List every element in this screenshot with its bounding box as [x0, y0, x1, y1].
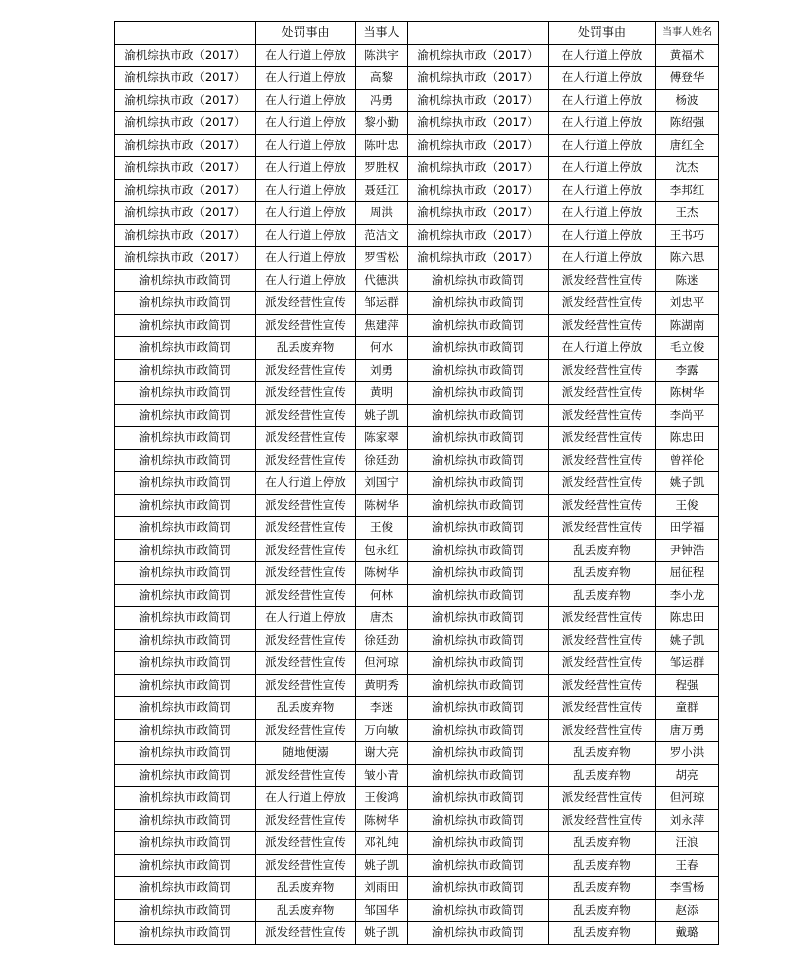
cell-doc-number-right: 渝机综执市政简罚 [408, 742, 549, 765]
cell-reason-left: 派发经营性宣传 [256, 359, 356, 382]
cell-party-right: 尹钟浩 [656, 539, 719, 562]
cell-reason-left: 派发经营性宣传 [256, 314, 356, 337]
cell-party-right: 陈忠田 [656, 427, 719, 450]
cell-party-right: 沈杰 [656, 157, 719, 180]
table-row [115, 562, 719, 585]
cell-party-left: 李迷 [356, 697, 408, 720]
cell-party-right: 陈六思 [656, 247, 719, 270]
cell-party-right: 屈征程 [656, 562, 719, 585]
table-row [115, 899, 719, 922]
cell-doc-number-left: 渝机综执市政简罚 [115, 899, 256, 922]
cell-doc-number-left: 渝机综执市政简罚 [115, 607, 256, 630]
cell-reason-left: 派发经营性宣传 [256, 449, 356, 472]
cell-doc-number-left: 渝机综执市政简罚 [115, 719, 256, 742]
cell-doc-number-right: 渝机综执市政简罚 [408, 697, 549, 720]
cell-reason-right: 派发经营性宣传 [549, 472, 656, 495]
cell-party-left: 何水 [356, 337, 408, 360]
cell-reason-right: 派发经营性宣传 [549, 494, 656, 517]
cell-reason-right: 乱丢废弃物 [549, 899, 656, 922]
table-row [115, 269, 719, 292]
cell-party-left: 王俊 [356, 517, 408, 540]
cell-doc-number-right: 渝机综执市政简罚 [408, 449, 549, 472]
cell-doc-number-right: 渝机综执市政简罚 [408, 877, 549, 900]
cell-doc-number-right: 渝机综执市政（2017） [408, 112, 549, 135]
cell-party-right: 曾祥伦 [656, 449, 719, 472]
cell-doc-number-left: 渝机综执市政简罚 [115, 764, 256, 787]
cell-party-right: 唐红全 [656, 134, 719, 157]
table-row [115, 719, 719, 742]
cell-reason-right: 派发经营性宣传 [549, 607, 656, 630]
cell-reason-right: 派发经营性宣传 [549, 314, 656, 337]
table-row [115, 922, 719, 945]
cell-doc-number-right: 渝机综执市政简罚 [408, 472, 549, 495]
cell-party-right: 王俊 [656, 494, 719, 517]
cell-party-left: 黎小勤 [356, 112, 408, 135]
cell-party-left: 刘勇 [356, 359, 408, 382]
cell-party-left: 焦建萍 [356, 314, 408, 337]
table-row [115, 809, 719, 832]
cell-doc-number-left: 渝机综执市政（2017） [115, 247, 256, 270]
cell-doc-number-right: 渝机综执市政简罚 [408, 382, 549, 405]
cell-doc-number-left: 渝机综执市政简罚 [115, 674, 256, 697]
cell-reason-left: 派发经营性宣传 [256, 674, 356, 697]
cell-reason-right: 派发经营性宣传 [549, 404, 656, 427]
cell-reason-left: 在人行道上停放 [256, 224, 356, 247]
cell-reason-right: 派发经营性宣传 [549, 292, 656, 315]
cell-doc-number-right: 渝机综执市政（2017） [408, 247, 549, 270]
cell-doc-number-left: 渝机综执市政简罚 [115, 832, 256, 855]
cell-party-right: 傅登华 [656, 67, 719, 90]
cell-doc-number-right: 渝机综执市政简罚 [408, 719, 549, 742]
table-row [115, 134, 719, 157]
cell-reason-left: 派发经营性宣传 [256, 584, 356, 607]
table-row [115, 854, 719, 877]
cell-reason-left: 在人行道上停放 [256, 247, 356, 270]
cell-doc-number-left: 渝机综执市政简罚 [115, 472, 256, 495]
table-row [115, 764, 719, 787]
cell-reason-left: 在人行道上停放 [256, 202, 356, 225]
cell-reason-right: 派发经营性宣传 [549, 697, 656, 720]
header-cell-party-left: 当事人 [356, 22, 408, 45]
cell-reason-right: 在人行道上停放 [549, 247, 656, 270]
cell-party-left: 范洁文 [356, 224, 408, 247]
header-cell-party-name-right: 当事人姓名 [656, 22, 719, 45]
cell-doc-number-left: 渝机综执市政简罚 [115, 652, 256, 675]
cell-doc-number-right: 渝机综执市政简罚 [408, 899, 549, 922]
table-row [115, 472, 719, 495]
table-row [115, 292, 719, 315]
cell-party-left: 陈树华 [356, 494, 408, 517]
cell-reason-left: 在人行道上停放 [256, 44, 356, 67]
cell-party-left: 刘国宁 [356, 472, 408, 495]
cell-doc-number-left: 渝机综执市政简罚 [115, 517, 256, 540]
cell-reason-right: 派发经营性宣传 [549, 382, 656, 405]
table-row [115, 224, 719, 247]
cell-doc-number-right: 渝机综执市政（2017） [408, 202, 549, 225]
cell-reason-left: 在人行道上停放 [256, 472, 356, 495]
cell-doc-number-right: 渝机综执市政简罚 [408, 337, 549, 360]
cell-doc-number-left: 渝机综执市政简罚 [115, 854, 256, 877]
cell-doc-number-left: 渝机综执市政（2017） [115, 112, 256, 135]
cell-doc-number-right: 渝机综执市政简罚 [408, 494, 549, 517]
cell-reason-left: 派发经营性宣传 [256, 517, 356, 540]
cell-reason-left: 派发经营性宣传 [256, 292, 356, 315]
cell-doc-number-left: 渝机综执市政简罚 [115, 922, 256, 945]
header-row [115, 22, 719, 45]
cell-reason-right: 在人行道上停放 [549, 134, 656, 157]
cell-reason-left: 在人行道上停放 [256, 179, 356, 202]
table-row [115, 337, 719, 360]
cell-doc-number-left: 渝机综执市政简罚 [115, 427, 256, 450]
cell-doc-number-left: 渝机综执市政简罚 [115, 292, 256, 315]
cell-party-left: 聂廷江 [356, 179, 408, 202]
cell-reason-right: 在人行道上停放 [549, 89, 656, 112]
cell-reason-right: 乱丢废弃物 [549, 854, 656, 877]
cell-doc-number-left: 渝机综执市政简罚 [115, 359, 256, 382]
cell-doc-number-right: 渝机综执市政（2017） [408, 224, 549, 247]
cell-party-left: 邹运群 [356, 292, 408, 315]
cell-doc-number-left: 渝机综执市政（2017） [115, 89, 256, 112]
cell-reason-right: 派发经营性宣传 [549, 809, 656, 832]
cell-reason-right: 乱丢废弃物 [549, 539, 656, 562]
cell-party-right: 刘忠平 [656, 292, 719, 315]
cell-party-left: 但河琼 [356, 652, 408, 675]
cell-doc-number-right: 渝机综执市政简罚 [408, 314, 549, 337]
cell-doc-number-left: 渝机综执市政简罚 [115, 494, 256, 517]
cell-party-left: 包永红 [356, 539, 408, 562]
cell-party-left: 黄明秀 [356, 674, 408, 697]
cell-reason-left: 乱丢废弃物 [256, 337, 356, 360]
cell-party-right: 赵添 [656, 899, 719, 922]
cell-party-left: 何林 [356, 584, 408, 607]
cell-reason-left: 在人行道上停放 [256, 67, 356, 90]
cell-party-left: 王俊鸿 [356, 787, 408, 810]
cell-reason-right: 乱丢废弃物 [549, 877, 656, 900]
cell-reason-left: 派发经营性宣传 [256, 809, 356, 832]
cell-reason-right: 派发经营性宣传 [549, 787, 656, 810]
table-row [115, 202, 719, 225]
cell-party-right: 王杰 [656, 202, 719, 225]
cell-party-right: 李小龙 [656, 584, 719, 607]
table-row [115, 112, 719, 135]
cell-reason-right: 派发经营性宣传 [549, 427, 656, 450]
penalty-table-container [114, 21, 719, 945]
cell-reason-left: 在人行道上停放 [256, 787, 356, 810]
cell-doc-number-right: 渝机综执市政简罚 [408, 922, 549, 945]
cell-party-left: 姚子凯 [356, 404, 408, 427]
cell-party-left: 黄明 [356, 382, 408, 405]
cell-reason-left: 在人行道上停放 [256, 269, 356, 292]
table-body [115, 44, 719, 944]
cell-party-left: 邓礼纯 [356, 832, 408, 855]
cell-reason-right: 派发经营性宣传 [549, 719, 656, 742]
table-row [115, 742, 719, 765]
cell-doc-number-left: 渝机综执市政简罚 [115, 787, 256, 810]
cell-doc-number-left: 渝机综执市政简罚 [115, 337, 256, 360]
cell-doc-number-left: 渝机综执市政简罚 [115, 314, 256, 337]
table-row [115, 157, 719, 180]
cell-doc-number-left: 渝机综执市政（2017） [115, 224, 256, 247]
cell-doc-number-right: 渝机综执市政（2017） [408, 134, 549, 157]
cell-doc-number-left: 渝机综执市政简罚 [115, 562, 256, 585]
cell-party-right: 但河琼 [656, 787, 719, 810]
cell-doc-number-left: 渝机综执市政（2017） [115, 44, 256, 67]
cell-doc-number-right: 渝机综执市政简罚 [408, 359, 549, 382]
table-row [115, 877, 719, 900]
table-row [115, 697, 719, 720]
cell-reason-right: 在人行道上停放 [549, 157, 656, 180]
cell-reason-left: 乱丢废弃物 [256, 697, 356, 720]
cell-party-left: 陈洪宇 [356, 44, 408, 67]
cell-doc-number-right: 渝机综执市政简罚 [408, 787, 549, 810]
table-row [115, 539, 719, 562]
table-row [115, 427, 719, 450]
cell-party-left: 高黎 [356, 67, 408, 90]
cell-doc-number-right: 渝机综执市政简罚 [408, 404, 549, 427]
cell-doc-number-right: 渝机综执市政简罚 [408, 269, 549, 292]
cell-party-left: 姚子凯 [356, 922, 408, 945]
table-row [115, 494, 719, 517]
cell-reason-right: 乱丢废弃物 [549, 764, 656, 787]
cell-doc-number-right: 渝机综执市政（2017） [408, 179, 549, 202]
cell-doc-number-right: 渝机综执市政（2017） [408, 44, 549, 67]
cell-reason-right: 在人行道上停放 [549, 224, 656, 247]
cell-reason-right: 乱丢废弃物 [549, 742, 656, 765]
table-row [115, 404, 719, 427]
cell-reason-right: 乱丢废弃物 [549, 562, 656, 585]
cell-reason-right: 派发经营性宣传 [549, 629, 656, 652]
cell-reason-left: 派发经营性宣传 [256, 832, 356, 855]
cell-party-left: 邹国华 [356, 899, 408, 922]
cell-party-left: 徐廷劲 [356, 449, 408, 472]
cell-party-left: 姚子凯 [356, 854, 408, 877]
cell-party-right: 罗小洪 [656, 742, 719, 765]
cell-reason-left: 派发经营性宣传 [256, 427, 356, 450]
cell-reason-left: 在人行道上停放 [256, 157, 356, 180]
cell-doc-number-left: 渝机综执市政简罚 [115, 742, 256, 765]
table-row [115, 359, 719, 382]
cell-party-right: 毛立俊 [656, 337, 719, 360]
table-row [115, 517, 719, 540]
cell-doc-number-right: 渝机综执市政（2017） [408, 67, 549, 90]
cell-doc-number-right: 渝机综执市政简罚 [408, 652, 549, 675]
cell-doc-number-right: 渝机综执市政简罚 [408, 629, 549, 652]
cell-reason-left: 派发经营性宣传 [256, 922, 356, 945]
cell-reason-right: 派发经营性宣传 [549, 517, 656, 540]
cell-reason-left: 派发经营性宣传 [256, 539, 356, 562]
table-row [115, 832, 719, 855]
penalty-table [114, 21, 719, 945]
cell-party-right: 程强 [656, 674, 719, 697]
table-row [115, 314, 719, 337]
table-row [115, 449, 719, 472]
cell-doc-number-left: 渝机综执市政简罚 [115, 539, 256, 562]
cell-party-right: 汪浪 [656, 832, 719, 855]
cell-reason-right: 乱丢废弃物 [549, 832, 656, 855]
cell-party-right: 胡亮 [656, 764, 719, 787]
cell-party-right: 陈湖南 [656, 314, 719, 337]
cell-doc-number-left: 渝机综执市政简罚 [115, 629, 256, 652]
header-cell-doc-left [115, 22, 256, 45]
cell-doc-number-left: 渝机综执市政（2017） [115, 157, 256, 180]
header-cell-reason-right: 处罚事由 [549, 22, 656, 45]
cell-party-left: 罗雪松 [356, 247, 408, 270]
cell-party-right: 陈树华 [656, 382, 719, 405]
cell-party-right: 戴璐 [656, 922, 719, 945]
cell-party-right: 姚子凯 [656, 472, 719, 495]
cell-doc-number-left: 渝机综执市政（2017） [115, 134, 256, 157]
table-row [115, 652, 719, 675]
cell-reason-right: 在人行道上停放 [549, 112, 656, 135]
cell-doc-number-right: 渝机综执市政简罚 [408, 427, 549, 450]
cell-doc-number-left: 渝机综执市政（2017） [115, 202, 256, 225]
table-row [115, 89, 719, 112]
cell-doc-number-right: 渝机综执市政简罚 [408, 854, 549, 877]
cell-party-left: 万向敏 [356, 719, 408, 742]
cell-party-right: 陈迷 [656, 269, 719, 292]
cell-reason-right: 乱丢废弃物 [549, 922, 656, 945]
cell-party-right: 姚子凯 [656, 629, 719, 652]
cell-doc-number-left: 渝机综执市政简罚 [115, 584, 256, 607]
cell-reason-right: 派发经营性宣传 [549, 652, 656, 675]
cell-doc-number-left: 渝机综执市政简罚 [115, 697, 256, 720]
cell-doc-number-right: 渝机综执市政简罚 [408, 832, 549, 855]
cell-reason-left: 派发经营性宣传 [256, 652, 356, 675]
cell-reason-right: 派发经营性宣传 [549, 269, 656, 292]
cell-party-left: 谢大亮 [356, 742, 408, 765]
cell-party-left: 皱小青 [356, 764, 408, 787]
table-row [115, 67, 719, 90]
table-row [115, 247, 719, 270]
cell-reason-right: 在人行道上停放 [549, 337, 656, 360]
cell-reason-right: 在人行道上停放 [549, 67, 656, 90]
cell-doc-number-right: 渝机综执市政简罚 [408, 809, 549, 832]
cell-doc-number-right: 渝机综执市政（2017） [408, 157, 549, 180]
cell-doc-number-left: 渝机综执市政简罚 [115, 404, 256, 427]
cell-reason-right: 派发经营性宣传 [549, 359, 656, 382]
table-row [115, 44, 719, 67]
cell-party-right: 李尚平 [656, 404, 719, 427]
cell-party-right: 王春 [656, 854, 719, 877]
cell-party-left: 陈叶忠 [356, 134, 408, 157]
cell-party-right: 李露 [656, 359, 719, 382]
table-row [115, 787, 719, 810]
table-row [115, 674, 719, 697]
cell-reason-left: 派发经营性宣传 [256, 494, 356, 517]
cell-party-right: 李邦红 [656, 179, 719, 202]
cell-party-left: 陈家翠 [356, 427, 408, 450]
cell-party-left: 刘雨田 [356, 877, 408, 900]
cell-reason-left: 派发经营性宣传 [256, 764, 356, 787]
cell-reason-right: 乱丢废弃物 [549, 584, 656, 607]
table-row [115, 629, 719, 652]
cell-reason-left: 随地便溺 [256, 742, 356, 765]
cell-doc-number-right: 渝机综执市政简罚 [408, 607, 549, 630]
table-row [115, 607, 719, 630]
cell-doc-number-right: 渝机综执市政（2017） [408, 89, 549, 112]
cell-reason-right: 在人行道上停放 [549, 179, 656, 202]
cell-reason-left: 派发经营性宣传 [256, 854, 356, 877]
cell-doc-number-right: 渝机综执市政简罚 [408, 764, 549, 787]
cell-reason-left: 在人行道上停放 [256, 134, 356, 157]
cell-doc-number-right: 渝机综执市政简罚 [408, 517, 549, 540]
cell-reason-left: 派发经营性宣传 [256, 562, 356, 585]
cell-party-right: 童群 [656, 697, 719, 720]
cell-party-right: 杨波 [656, 89, 719, 112]
cell-party-left: 徐廷劲 [356, 629, 408, 652]
cell-reason-left: 派发经营性宣传 [256, 719, 356, 742]
header-cell-reason-left: 处罚事由 [256, 22, 356, 45]
cell-reason-left: 在人行道上停放 [256, 607, 356, 630]
cell-party-right: 田学福 [656, 517, 719, 540]
cell-doc-number-right: 渝机综执市政简罚 [408, 584, 549, 607]
cell-doc-number-right: 渝机综执市政简罚 [408, 539, 549, 562]
cell-doc-number-right: 渝机综执市政简罚 [408, 562, 549, 585]
cell-reason-left: 乱丢废弃物 [256, 899, 356, 922]
table-row [115, 179, 719, 202]
cell-reason-right: 派发经营性宣传 [549, 449, 656, 472]
cell-doc-number-right: 渝机综执市政简罚 [408, 674, 549, 697]
cell-doc-number-left: 渝机综执市政简罚 [115, 449, 256, 472]
table-row [115, 584, 719, 607]
cell-party-right: 李雪杨 [656, 877, 719, 900]
cell-reason-right: 在人行道上停放 [549, 202, 656, 225]
cell-party-right: 黄福术 [656, 44, 719, 67]
cell-reason-right: 在人行道上停放 [549, 44, 656, 67]
cell-party-left: 周洪 [356, 202, 408, 225]
header-cell-doc-right [408, 22, 549, 45]
cell-doc-number-left: 渝机综执市政简罚 [115, 809, 256, 832]
cell-doc-number-left: 渝机综执市政（2017） [115, 67, 256, 90]
cell-reason-left: 在人行道上停放 [256, 89, 356, 112]
cell-party-right: 陈绍强 [656, 112, 719, 135]
cell-doc-number-right: 渝机综执市政简罚 [408, 292, 549, 315]
cell-party-right: 陈忠田 [656, 607, 719, 630]
cell-party-right: 唐万勇 [656, 719, 719, 742]
cell-reason-right: 派发经营性宣传 [549, 674, 656, 697]
cell-party-left: 唐杰 [356, 607, 408, 630]
cell-party-right: 王书巧 [656, 224, 719, 247]
cell-reason-left: 派发经营性宣传 [256, 382, 356, 405]
table-row [115, 382, 719, 405]
cell-party-left: 陈树华 [356, 809, 408, 832]
cell-doc-number-left: 渝机综执市政简罚 [115, 877, 256, 900]
cell-party-left: 陈树华 [356, 562, 408, 585]
cell-party-right: 刘永萍 [656, 809, 719, 832]
cell-doc-number-left: 渝机综执市政简罚 [115, 382, 256, 405]
cell-party-left: 罗胜权 [356, 157, 408, 180]
cell-party-left: 冯勇 [356, 89, 408, 112]
cell-reason-left: 乱丢废弃物 [256, 877, 356, 900]
cell-party-right: 邹运群 [656, 652, 719, 675]
cell-party-left: 代德洪 [356, 269, 408, 292]
cell-reason-left: 派发经营性宣传 [256, 404, 356, 427]
cell-doc-number-left: 渝机综执市政（2017） [115, 179, 256, 202]
cell-reason-left: 在人行道上停放 [256, 112, 356, 135]
cell-doc-number-left: 渝机综执市政简罚 [115, 269, 256, 292]
cell-reason-left: 派发经营性宣传 [256, 629, 356, 652]
